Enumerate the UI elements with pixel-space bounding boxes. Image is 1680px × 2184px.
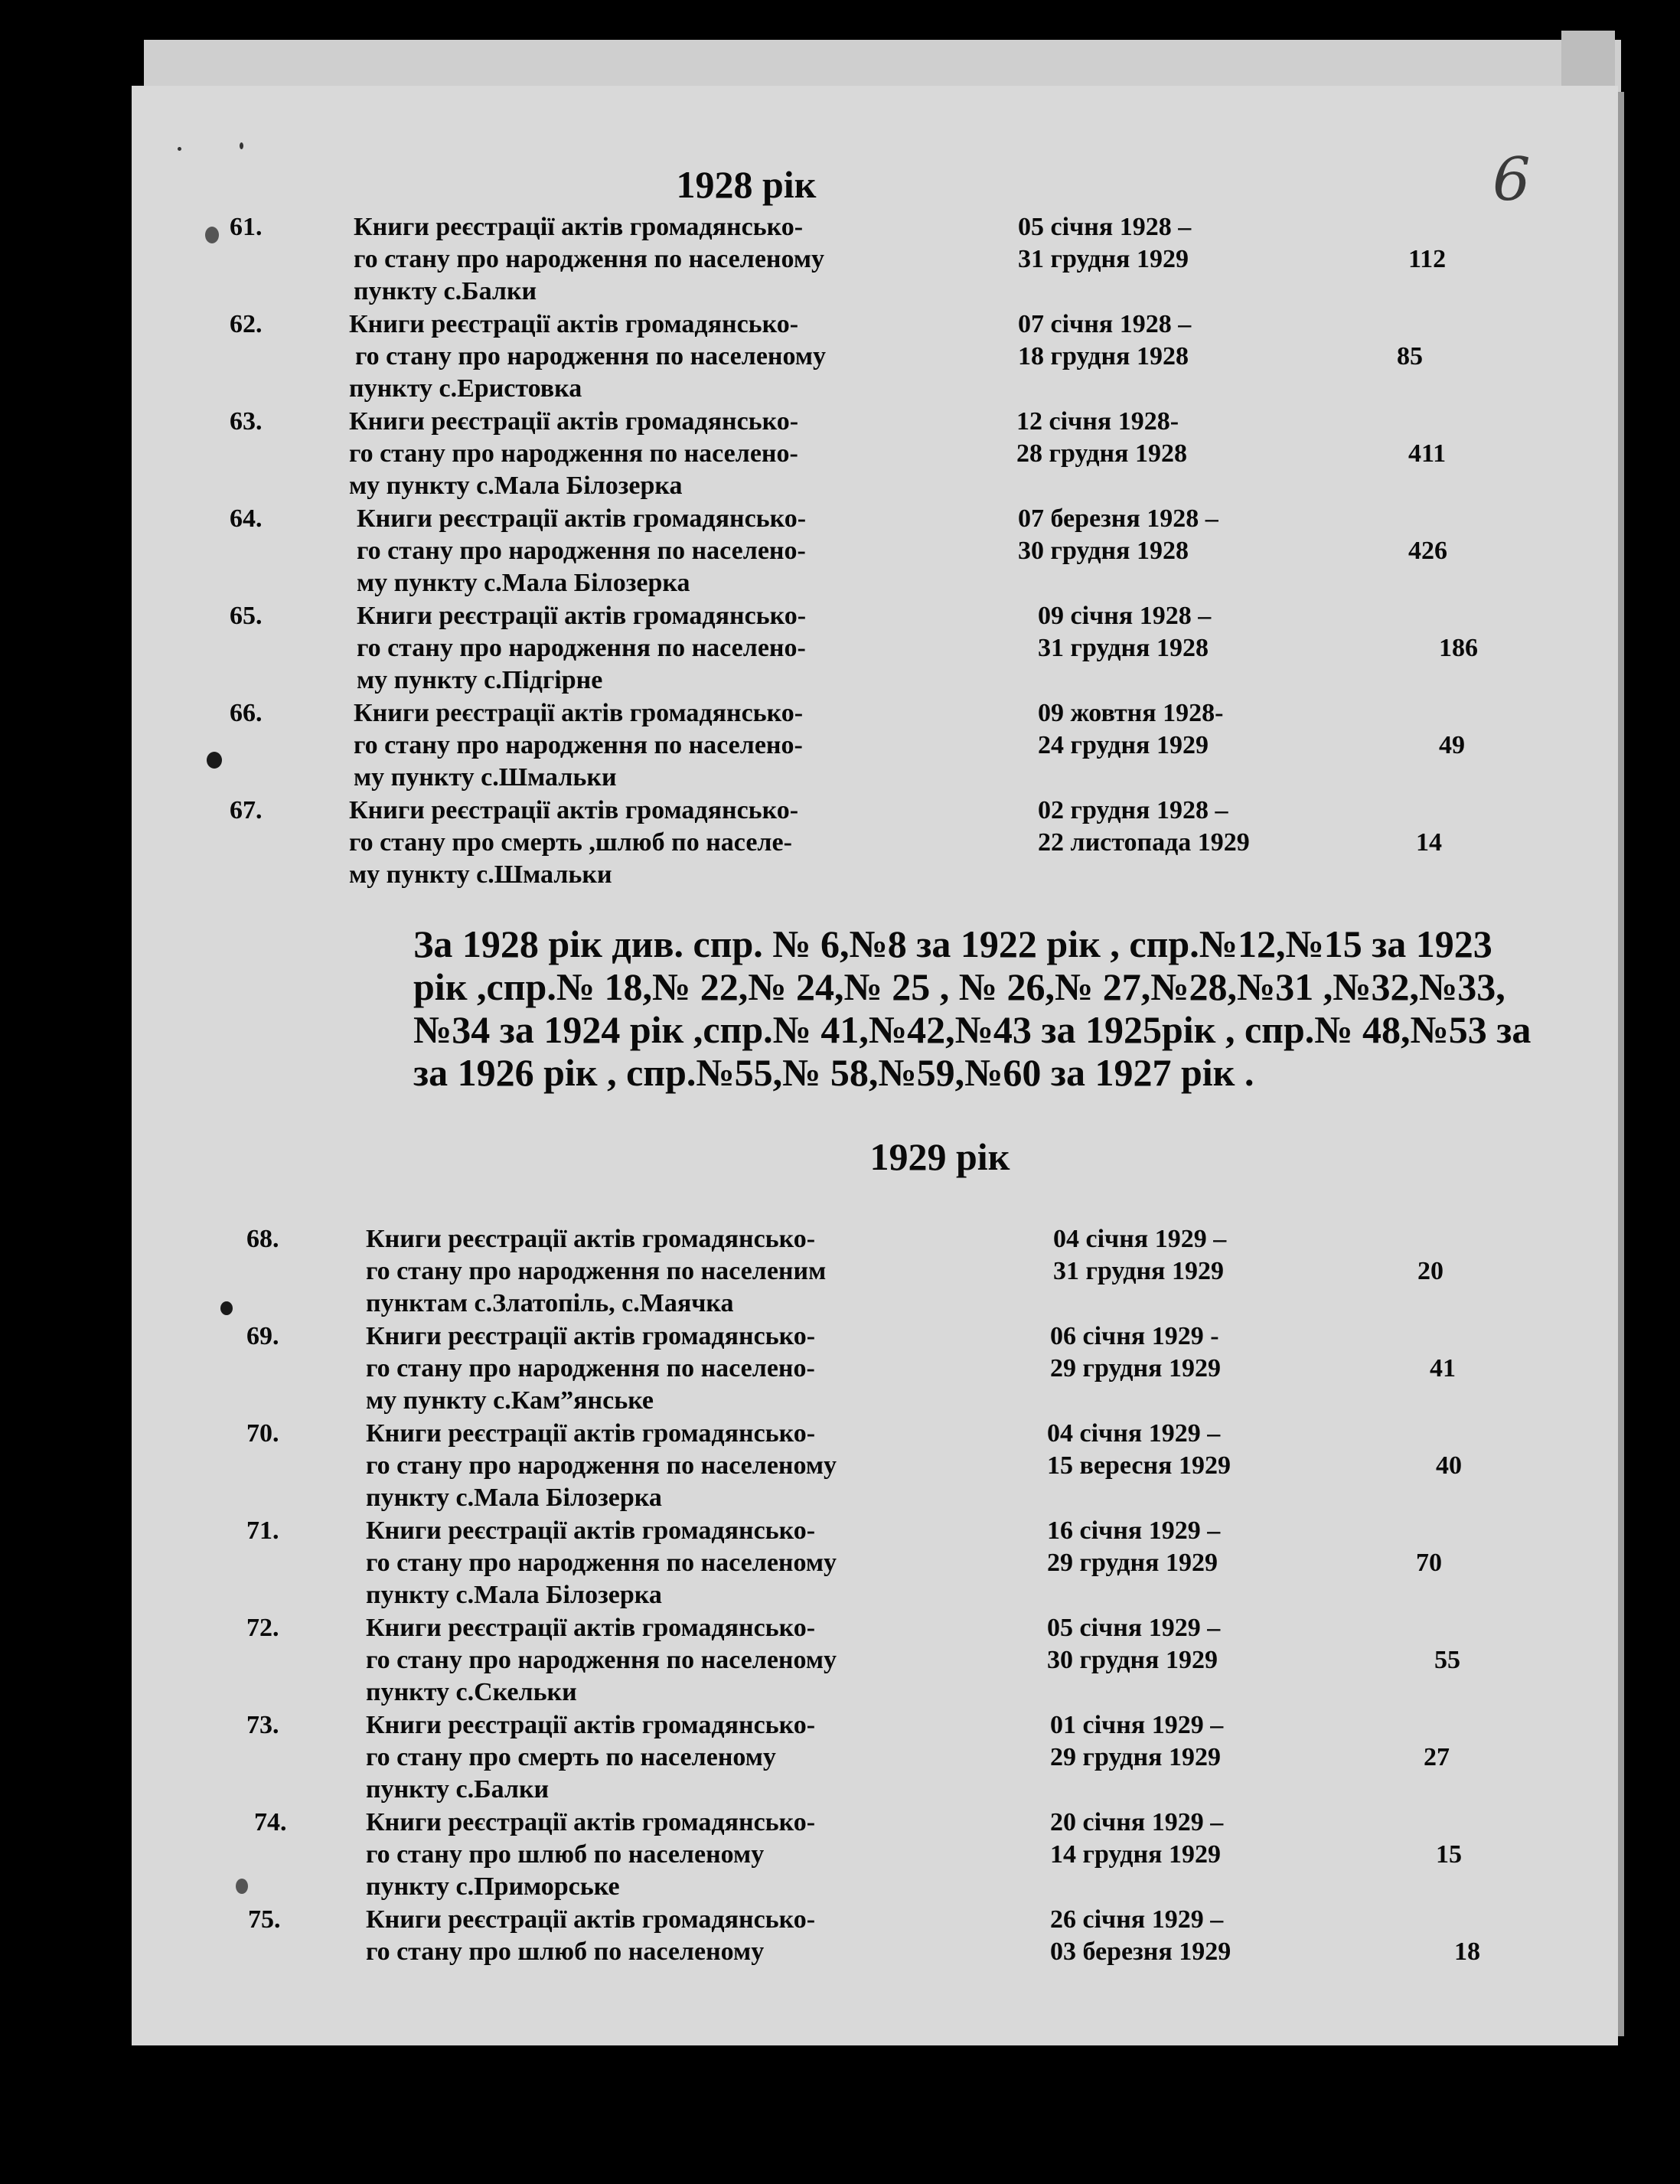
inventory-entry	[0, 211, 1680, 308]
entry-title-line: Книги реєстрації актів громадянсько-	[354, 213, 804, 241]
entry-date-range-line: 01 січня 1929 –	[1050, 1711, 1224, 1739]
entry-title-line: Книги реєстрації актів громадянсько-	[366, 1419, 816, 1448]
section-year-header: 1928 рік	[676, 163, 817, 206]
entry-title-line: пункту с.Мала Білозерка	[366, 1581, 662, 1609]
entry-title-line: Книги реєстрації актів громадянсько-	[357, 602, 807, 630]
inventory-entry	[0, 1515, 1680, 1611]
entry-date-range-line: 31 грудня 1929	[1053, 1257, 1224, 1285]
entry-item-count: 426	[1408, 537, 1447, 565]
entry-date-range-line: 06 січня 1929 -	[1050, 1322, 1219, 1350]
entry-date-range-line: 15 вересня 1929	[1047, 1451, 1231, 1480]
entry-title-line: му пункту с.Кам”янське	[366, 1386, 654, 1415]
entry-number: 64.	[230, 504, 263, 533]
entry-number: 71.	[246, 1516, 279, 1545]
entry-date-range-line: 24 грудня 1929	[1038, 731, 1209, 759]
entry-title-line: го стану про народження по населено-	[357, 634, 806, 662]
entry-title-line: го стану про смерть ,шлюб по населе-	[349, 828, 792, 857]
inventory-entry	[0, 795, 1680, 891]
entry-title-line: му пункту с.Мала Білозерка	[357, 569, 690, 597]
entry-date-range-line: 14 грудня 1929	[1050, 1840, 1221, 1869]
entry-title-line: пункту с.Балки	[366, 1775, 550, 1804]
entry-title-line: Книги реєстрації актів громадянсько-	[366, 1711, 816, 1739]
entry-number: 69.	[246, 1322, 279, 1350]
entry-item-count: 411	[1408, 439, 1447, 468]
entry-title-line: Книги реєстрації актів громадянсько-	[366, 1225, 816, 1253]
entry-title-line: го стану про шлюб по населеному	[366, 1938, 765, 1966]
entry-date-range-line: 30 грудня 1929	[1047, 1646, 1218, 1674]
entry-title-line: го стану про народження по населено-	[349, 439, 798, 468]
entry-title-line: му пункту с.Мала Білозерка	[349, 472, 683, 500]
entry-date-range-line: 05 січня 1929 –	[1047, 1614, 1221, 1642]
entry-number: 75.	[248, 1905, 281, 1934]
entry-title-line: го стану про народження по населеному	[366, 1549, 837, 1577]
inventory-entry	[0, 406, 1680, 502]
entry-date-range-line: 07 березня 1928 –	[1018, 504, 1218, 533]
entry-title-line: Книги реєстрації актів громадянсько-	[366, 1808, 816, 1836]
note-line: за 1926 рік , спр.№55,№ 58,№59,№60 за 1927 рік .	[413, 1051, 1254, 1094]
entry-title-line: го стану про шлюб по населеному	[366, 1840, 765, 1869]
entry-title-line: пункту с.Балки	[354, 277, 537, 305]
entry-item-count: 14	[1416, 828, 1442, 857]
entry-title-line: пункту с.Мала Білозерка	[366, 1484, 662, 1512]
inventory-entry	[0, 1418, 1680, 1514]
entry-date-range-line: 12 січня 1928-	[1016, 407, 1179, 436]
handwritten-page-number: 6	[1492, 145, 1531, 214]
entry-title-line: го стану про народження по населеному	[366, 1646, 837, 1674]
entry-item-count: 49	[1439, 731, 1465, 759]
entry-item-count: 186	[1439, 634, 1478, 662]
entry-title-line: го стану про народження по населено-	[354, 731, 803, 759]
entry-item-count: 70	[1416, 1549, 1442, 1577]
entry-number: 67.	[230, 796, 263, 824]
entry-date-range-line: 31 грудня 1928	[1038, 634, 1209, 662]
entry-date-range-line: 16 січня 1929 –	[1047, 1516, 1221, 1545]
entry-number: 65.	[230, 602, 263, 630]
entry-date-range-line: 09 січня 1928 –	[1038, 602, 1212, 630]
entry-title-line: Книги реєстрації актів громадянсько-	[349, 796, 799, 824]
entry-number: 73.	[246, 1711, 279, 1739]
entry-date-range-line: 22 листопада 1929	[1038, 828, 1250, 857]
inventory-entry	[0, 1223, 1680, 1320]
entry-number: 63.	[230, 407, 263, 436]
entry-title-line: Книги реєстрації актів громадянсько-	[354, 699, 804, 727]
entry-title-line: Книги реєстрації актів громадянсько-	[366, 1322, 816, 1350]
entry-date-range-line: 29 грудня 1929	[1047, 1549, 1218, 1577]
entry-title-line: го стану про народження по населено-	[366, 1354, 815, 1383]
entry-date-range-line: 28 грудня 1928	[1016, 439, 1187, 468]
entry-title-line: Книги реєстрації актів громадянсько-	[349, 407, 799, 436]
entry-item-count: 20	[1417, 1257, 1443, 1285]
scan-speck	[240, 142, 243, 149]
entry-number: 74.	[254, 1808, 287, 1836]
entry-number: 70.	[246, 1419, 279, 1448]
inventory-entry	[0, 1904, 1680, 2000]
entry-date-range-line: 05 січня 1928 –	[1018, 213, 1192, 241]
entry-title-line: Книги реєстрації актів громадянсько-	[366, 1516, 816, 1545]
note-line: За 1928 рік див. спр. № 6,№8 за 1922 рік , спр.№12,№15 за 1923	[413, 922, 1492, 965]
entry-date-range-line: 26 січня 1929 –	[1050, 1905, 1224, 1934]
entry-date-range-line: 30 грудня 1928	[1018, 537, 1189, 565]
section-year-header: 1929 рік	[869, 1135, 1010, 1178]
inventory-entry	[0, 1321, 1680, 1417]
entry-date-range-line: 04 січня 1929 –	[1047, 1419, 1221, 1448]
entry-date-range-line: 09 жовтня 1928-	[1038, 699, 1224, 727]
entry-item-count: 18	[1454, 1938, 1480, 1966]
inventory-entry	[0, 1807, 1680, 1903]
entry-date-range-line: 02 грудня 1928 –	[1038, 796, 1228, 824]
entry-date-range-line: 18 грудня 1928	[1018, 342, 1189, 371]
entry-item-count: 55	[1434, 1646, 1460, 1674]
note-line: №34 за 1924 рік ,спр.№ 41,№42,№43 за 1925рік , спр.№ 48,№53 за	[413, 1008, 1532, 1051]
inventory-entry	[0, 697, 1680, 794]
inventory-entry	[0, 503, 1680, 599]
note-line: рік ,спр.№ 18,№ 22,№ 24,№ 25 , № 26,№ 27,№28,№31 ,№32,№33,	[413, 965, 1505, 1008]
entry-date-range-line: 07 січня 1928 –	[1018, 310, 1192, 338]
entry-title-line: Книги реєстрації актів громадянсько-	[349, 310, 799, 338]
entry-title-line: го стану про народження по населеному	[366, 1451, 837, 1480]
entry-date-range-line: 31 грудня 1929	[1018, 245, 1189, 273]
entry-date-range-line: 29 грудня 1929	[1050, 1354, 1221, 1383]
entry-item-count: 15	[1436, 1840, 1462, 1869]
entry-date-range-line: 29 грудня 1929	[1050, 1743, 1221, 1771]
entry-date-range-line: 03 березня 1929	[1050, 1938, 1231, 1966]
entry-title-line: Книги реєстрації актів громадянсько-	[357, 504, 807, 533]
entry-title-line: го стану про народження по населеним	[366, 1257, 827, 1285]
entry-title-line: пункту с.Скельки	[366, 1678, 577, 1706]
entry-title-line: Книги реєстрації актів громадянсько-	[366, 1614, 816, 1642]
entry-date-range-line: 20 січня 1929 –	[1050, 1808, 1224, 1836]
inventory-entry	[0, 1612, 1680, 1709]
entry-title-line: го стану про народження по населено-	[357, 537, 806, 565]
entry-item-count: 41	[1430, 1354, 1456, 1383]
entry-title-line: пункту с.Еристовка	[349, 374, 582, 403]
entry-number: 61.	[230, 213, 263, 241]
inventory-entry	[0, 600, 1680, 697]
entry-number: 68.	[246, 1225, 279, 1253]
entry-title-line: го стану про народження по населеному	[354, 245, 825, 273]
inventory-entry	[0, 309, 1680, 405]
entry-date-range-line: 04 січня 1929 –	[1053, 1225, 1227, 1253]
entry-item-count: 27	[1424, 1743, 1450, 1771]
entry-number: 72.	[246, 1614, 279, 1642]
entry-title-line: му пункту с.Підгірне	[357, 666, 603, 694]
scan-speck	[178, 147, 181, 151]
entry-title-line: го стану про смерть по населеному	[366, 1743, 776, 1771]
inventory-entry	[0, 1709, 1680, 1806]
entry-item-count: 85	[1397, 342, 1423, 371]
entry-title-line: го стану про народження по населеному	[355, 342, 827, 371]
entry-item-count: 112	[1408, 245, 1447, 273]
entry-item-count: 40	[1436, 1451, 1462, 1480]
cross-reference-note	[413, 922, 1607, 1094]
entry-title-line: му пункту с.Шмальки	[354, 763, 617, 792]
entry-title-line: пункту с.Приморське	[366, 1872, 620, 1901]
entry-title-line: Книги реєстрації актів громадянсько-	[366, 1905, 816, 1934]
entry-title-line: му пункту с.Шмальки	[349, 860, 612, 889]
entry-number: 66.	[230, 699, 263, 727]
entry-title-line: пунктам с.Златопіль, с.Маячка	[366, 1289, 734, 1317]
entry-number: 62.	[230, 310, 263, 338]
